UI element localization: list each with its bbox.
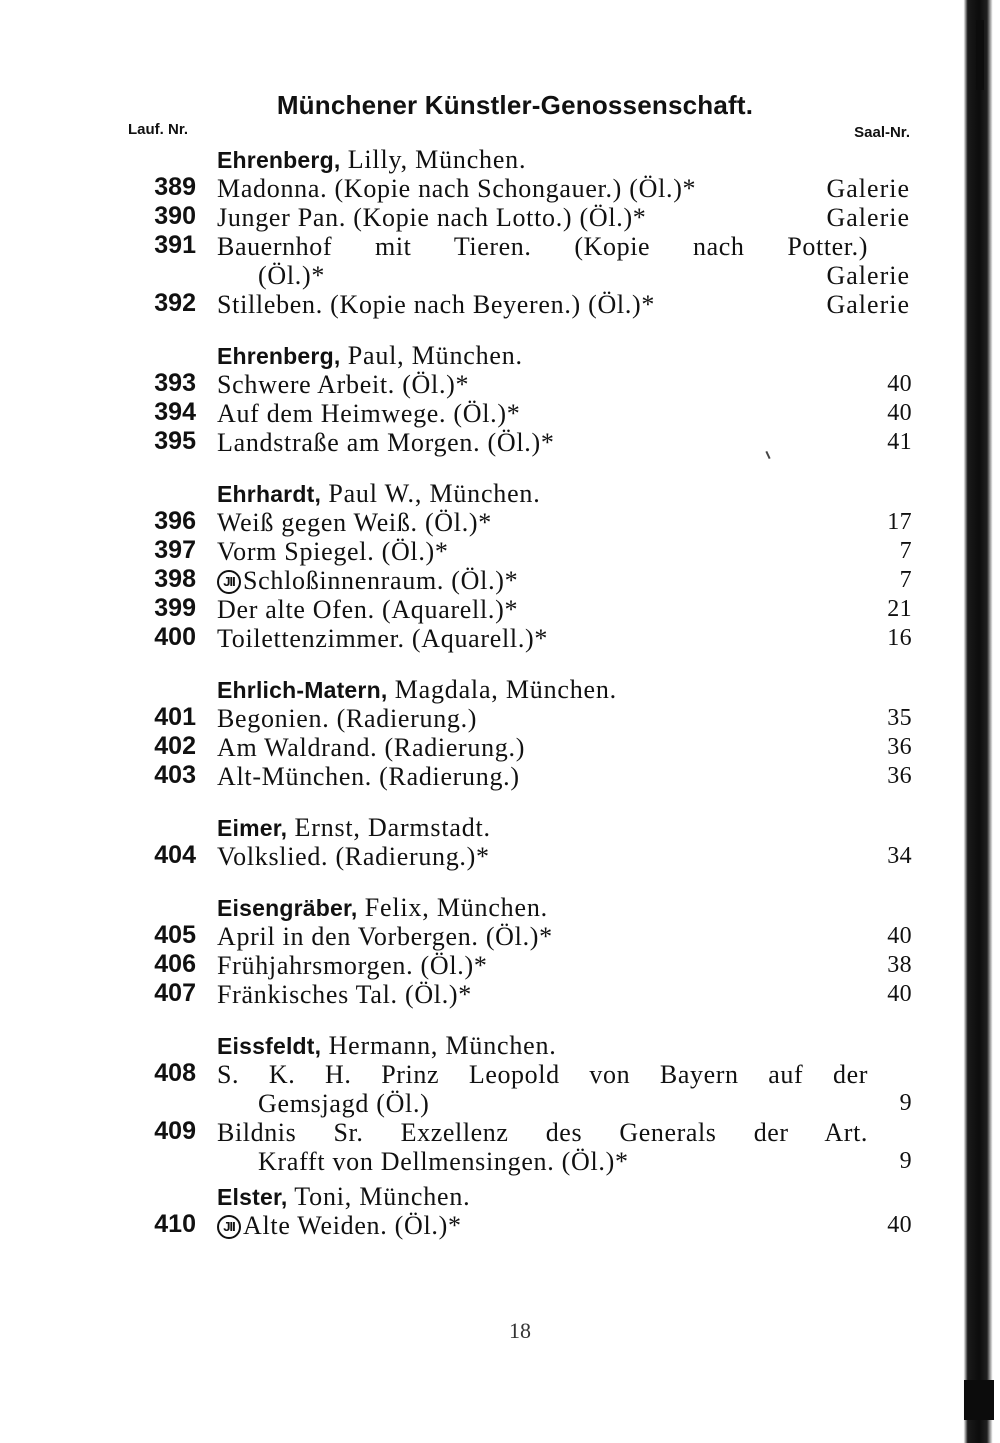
entry-title: JII Alte Weiden. (Öl.)* [217, 1211, 462, 1240]
entry-room: 17 [887, 509, 912, 535]
entry-title: Stilleben. (Kopie nach Beyeren.) (Öl.)* [217, 290, 656, 319]
entry-room: 7 [899, 567, 912, 593]
catalog-entry [0, 595, 1000, 624]
artist-heading: Eimer, Ernst, Darmstadt. [217, 813, 491, 842]
entry-title: Alt-München. (Radierung.) [217, 762, 520, 791]
entry-room: 40 [887, 371, 912, 397]
catalog-entry [0, 624, 1000, 653]
entry-room: 35 [887, 705, 912, 731]
entry-room: Galerie [826, 203, 910, 232]
entry-title-continuation: (Öl.)* [258, 261, 326, 290]
entry-number: 407 [154, 979, 196, 1007]
page-number: 18 [509, 1318, 531, 1343]
entry-title: Der alte Ofen. (Aquarell.)* [217, 595, 519, 624]
entry-room: 40 [887, 400, 912, 426]
entry-number: 394 [154, 398, 196, 426]
entry-number: 389 [154, 173, 196, 201]
entry-title: Auf dem Heimwege. (Öl.)* [217, 399, 521, 428]
catalog-entry [0, 951, 1000, 980]
entry-title: Bildnis Sr. Exzellenz des Generals der Art. [217, 1118, 868, 1147]
entry-number: 400 [154, 623, 196, 651]
entry-room: 40 [887, 1212, 912, 1238]
entry-title: Fränkisches Tal. (Öl.)* [217, 980, 472, 1009]
entry-number: 397 [154, 536, 196, 564]
entry-number: 409 [154, 1117, 196, 1145]
catalog-entry [0, 508, 1000, 537]
catalog-entry [0, 566, 1000, 595]
entry-number: 398 [154, 565, 196, 593]
catalog-entry [0, 733, 1000, 762]
entry-number: 395 [154, 427, 196, 455]
entry-room: 40 [887, 923, 912, 949]
entry-room: 16 [887, 625, 912, 651]
entry-title: Begonien. (Radierung.) [217, 704, 478, 733]
entry-number: 410 [154, 1210, 196, 1238]
entry-title-continuation: Krafft von Dellmensingen. (Öl.)* [258, 1147, 629, 1176]
entry-room: 38 [887, 952, 912, 978]
entry-room: 7 [899, 538, 912, 564]
entry-room: Galerie [826, 290, 910, 319]
catalog-entry [0, 1060, 1000, 1089]
entry-number: 408 [154, 1059, 196, 1087]
catalog-entry [0, 174, 1000, 203]
jury-mark-icon: JII [217, 1215, 241, 1239]
catalog-entry [0, 1211, 1000, 1240]
entry-title: Landstraße am Morgen. (Öl.)* [217, 428, 555, 457]
entry-title: Vorm Spiegel. (Öl.)* [217, 537, 449, 566]
entry-number: 403 [154, 761, 196, 789]
entry-title-continuation: Gemsjagd (Öl.) [258, 1089, 430, 1118]
entry-title: April in den Vorbergen. (Öl.)* [217, 922, 553, 951]
entry-title: S. K. H. Prinz Leopold von Bayern auf der [217, 1060, 868, 1089]
entry-title: Schwere Arbeit. (Öl.)* [217, 370, 470, 399]
entry-number: 404 [154, 841, 196, 869]
catalog-entry [0, 370, 1000, 399]
artist-heading: Ehrlich-Matern, Magdala, München. [217, 675, 617, 704]
entry-title: Junger Pan. (Kopie nach Lotto.) (Öl.)* [217, 203, 647, 232]
entry-number: 406 [154, 950, 196, 978]
entry-title: Toilettenzimmer. (Aquarell.)* [217, 624, 549, 653]
artist-heading: Elster, Toni, München. [217, 1182, 471, 1211]
entry-number: 401 [154, 703, 196, 731]
entry-room: 41 [887, 429, 912, 455]
catalog-entry [0, 1118, 1000, 1147]
catalog-entry-continuation [0, 1147, 1000, 1176]
catalog-entry [0, 232, 1000, 261]
catalog-entries [0, 145, 1000, 1240]
artist-heading: Ehrhardt, Paul W., München. [217, 479, 541, 508]
entry-title: Bauernhof mit Tieren. (Kopie nach Potter.) [217, 232, 868, 261]
catalog-entry [0, 980, 1000, 1009]
catalog-entry [0, 203, 1000, 232]
column-header-saal-nr: Saal-Nr. [854, 124, 910, 141]
binding-mark [976, 20, 984, 90]
catalog-entry [0, 537, 1000, 566]
entry-room: 21 [887, 596, 912, 622]
entry-title: Frühjahrsmorgen. (Öl.)* [217, 951, 488, 980]
catalog-entry [0, 399, 1000, 428]
entry-number: 391 [154, 231, 196, 259]
column-header-lauf-nr: Lauf. Nr. [128, 121, 189, 138]
catalog-entry [0, 762, 1000, 791]
entry-room: 9 [899, 1148, 912, 1174]
entry-title: JII Schloßinnenraum. (Öl.)* [217, 566, 518, 595]
entry-title: Madonna. (Kopie nach Schongauer.) (Öl.)* [217, 174, 697, 203]
entry-number: 405 [154, 921, 196, 949]
page-title: Münchener Künstler-Genossenschaft. [276, 90, 754, 120]
entry-title: Am Waldrand. (Radierung.) [217, 733, 526, 762]
artist-heading: Eissfeldt, Hermann, München. [217, 1031, 557, 1060]
entry-number: 392 [154, 289, 196, 317]
entry-room: 36 [887, 763, 912, 789]
catalog-entry [0, 842, 1000, 871]
jury-mark-icon: JII [217, 570, 241, 594]
entry-room: 9 [899, 1090, 912, 1116]
artist-heading: Eisengräber, Felix, München. [217, 893, 548, 922]
artist-heading: Ehrenberg, Paul, München. [217, 341, 523, 370]
entry-title: Weiß gegen Weiß. (Öl.)* [217, 508, 492, 537]
entry-number: 390 [154, 202, 196, 230]
catalog-entry [0, 290, 1000, 319]
entry-number: 393 [154, 369, 196, 397]
entry-number: 402 [154, 732, 196, 760]
entry-number: 396 [154, 507, 196, 535]
catalog-entry [0, 428, 1000, 457]
entry-room: Galerie [826, 261, 910, 290]
catalog-entry [0, 922, 1000, 951]
entry-number: 399 [154, 594, 196, 622]
catalog-entry-continuation [0, 261, 1000, 290]
catalog-entry [0, 704, 1000, 733]
entry-room: Galerie [826, 174, 910, 203]
artist-heading: Ehrenberg, Lilly, München. [217, 145, 527, 174]
entry-room: 36 [887, 734, 912, 760]
entry-title: Volkslied. (Radierung.)* [217, 842, 490, 871]
entry-room: 34 [887, 843, 912, 869]
binding-mark [964, 1380, 994, 1420]
entry-room: 40 [887, 981, 912, 1007]
catalog-entry-continuation [0, 1089, 1000, 1118]
